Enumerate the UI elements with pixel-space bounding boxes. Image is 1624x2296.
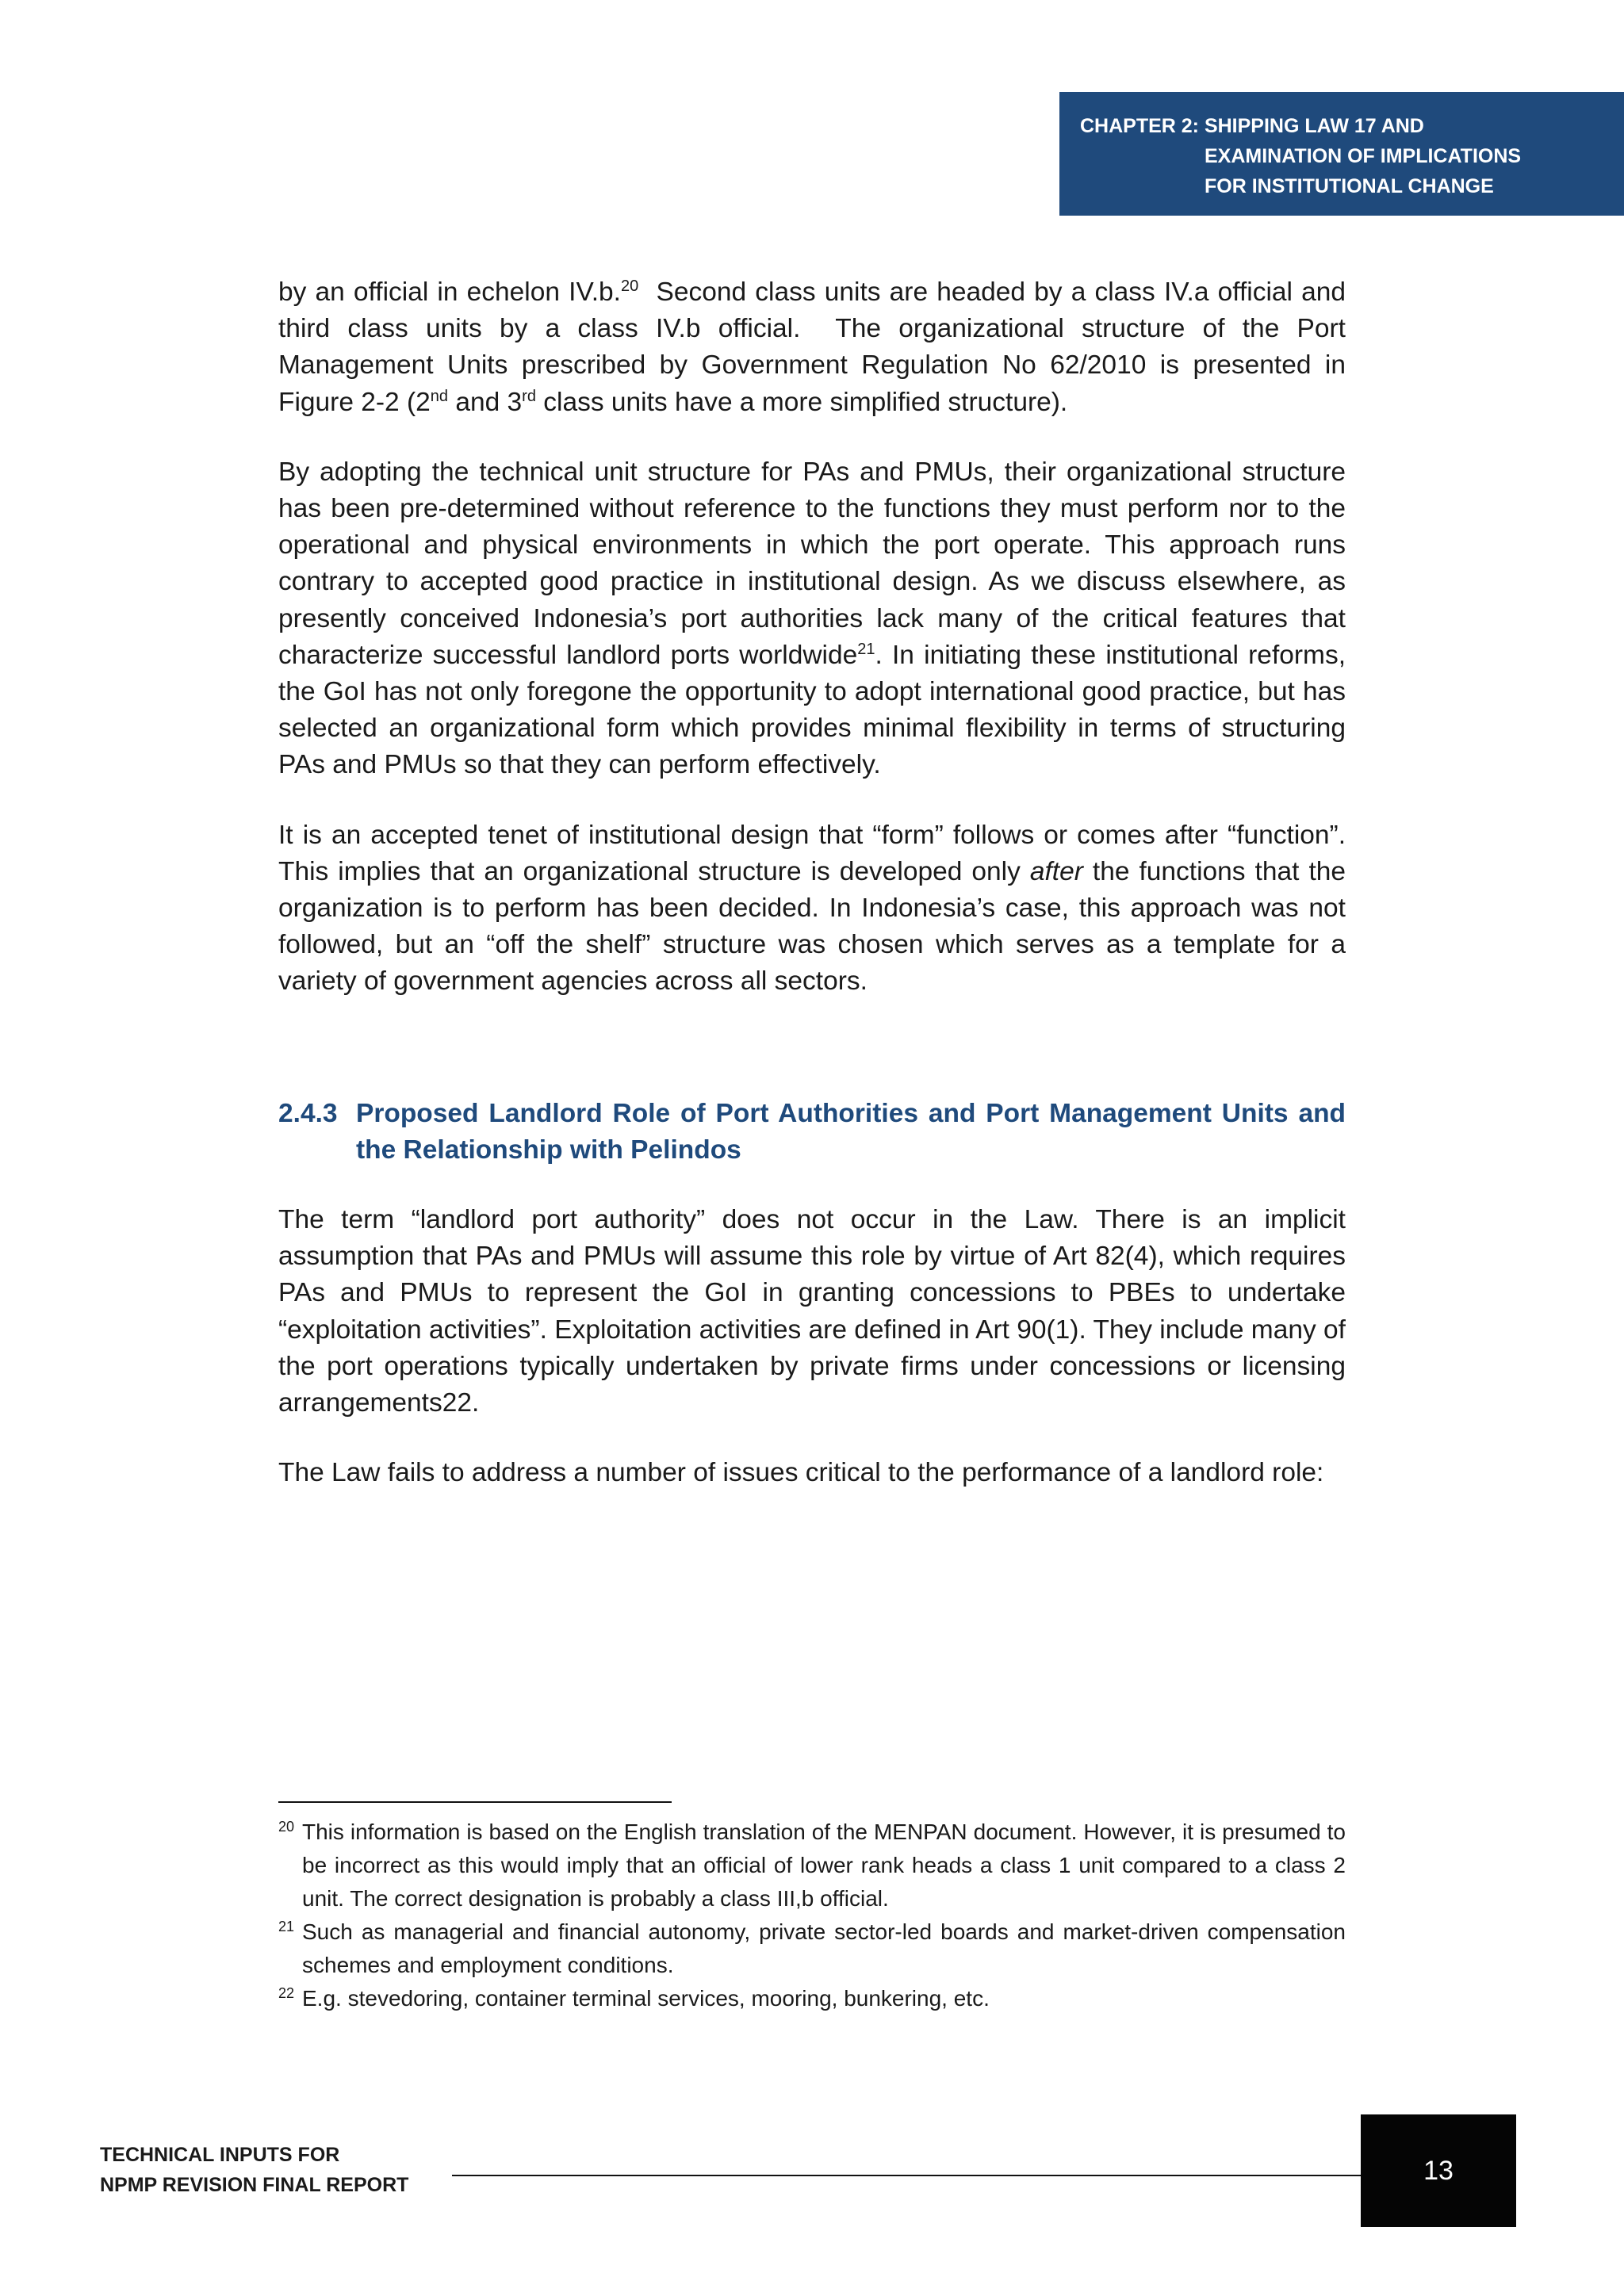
paragraph-4: The term “landlord port authority” does not occur in the Law. There is an implicit assumption that PAs and PMUs will assume this role by virtue of Art 82(4), which requires PAs and PMUs to represent the GoI in granting concessions to PBEs to undertake “exploitation activities”. Exploitation activities are defined in Art 90(1). They include many of the port operations typically undertaken by private firms under concessions or licensing arrangements22. (278, 1205, 1346, 1418)
footnote-mark: 21 (278, 1919, 295, 1934)
section-heading (278, 1096, 1346, 1169)
paragraph-3 (278, 817, 1346, 1001)
page-number-box (1361, 2114, 1516, 2227)
paragraph-1 (278, 274, 1354, 421)
chapter-title-line-3: FOR INSTITUTIONAL CHANGE (1205, 175, 1494, 197)
paragraph-3-emphasis: after (1029, 856, 1083, 886)
paragraph-2-text-b: . In initiating these institutional reforms, the GoI has not only foregone the opportunity to adopt international good practice, but has selected an organizational form which provides minimal flexibility in terms of structuring PAs and PMUs so that they can perform effectively. (278, 640, 1346, 780)
paragraph-3-text-a: It is an accepted tenet of institutional design that “form” follows or comes after “function”. This implies that an organizational structure is developed only (278, 820, 1346, 886)
paragraph-3-text-b: the functions that the organization is to perform has been decided. In Indonesia’s case, this approach was not followed, but an “off the shelf” structure was chosen which serves as a template for a variety of government agencies across all sectors. (278, 856, 1346, 997)
page-number: 13 (1423, 2155, 1454, 2186)
section-number: 2.4.3 (278, 1098, 338, 1128)
footnote-20 (278, 1816, 1346, 1915)
section-title: Proposed Landlord Role of Port Authorities and Port Management Units and the Relationship with Pelindos (356, 1098, 1346, 1165)
footer-line-1: TECHNICAL INPUTS FOR (100, 2144, 340, 2166)
footnote-ref-21[interactable]: 21 (857, 640, 875, 658)
chapter-title-line-2: EXAMINATION OF IMPLICATIONS (1205, 145, 1522, 167)
paragraph-1-text-c: and 3 (448, 387, 523, 417)
footnote-21 (278, 1915, 1346, 1982)
footnote-text: Such as managerial and financial autonomy, private sector-led boards and market-driven compensation schemes and employment conditions. (302, 1919, 1346, 1977)
ordinal-suffix-rd: rd (522, 387, 536, 405)
paragraph-1-text-d: class units have a more simplified structure). (535, 387, 1068, 417)
footnote-mark: 20 (278, 1819, 295, 1835)
footnote-divider (278, 1801, 672, 1803)
chapter-header (1059, 92, 1624, 216)
chapter-title-line-1: CHAPTER 2: SHIPPING LAW 17 AND (1080, 115, 1424, 137)
footnote-text: E.g. stevedoring, container terminal services, mooring, bunkering, etc. (302, 1986, 990, 2011)
footnote-22 (278, 1982, 1346, 2015)
report-title-footer (100, 2140, 408, 2200)
ordinal-suffix-nd: nd (430, 387, 449, 405)
footnote-ref-20[interactable]: 20 (620, 277, 639, 295)
paragraph-2 (278, 454, 1346, 784)
footnote-mark: 22 (278, 1985, 295, 2001)
paragraph-5: The Law fails to address a number of issues critical to the performance of a landlord role: (278, 1458, 1324, 1488)
paragraph-2-text-a: By adopting the technical unit structure for PAs and PMUs, their organizational structure has been pre-determined without reference to the functions they must perform nor to the operational and physical environments in which the port operate. This approach runs contrary to accepted good practice in institutional design. As we discuss elsewhere, as presently conceived Indonesia’s port authorities lack many of the critical features that characterize successful landlord ports worldwide (278, 457, 1346, 670)
paragraph-1-text-b: Second class units are headed by a class IV.a official and third class units by a class IV.b official. The organizational structure of the Port Management Units prescribed by Government Regulation No 62/2010 is presented in Figure 2-2 (2 (278, 277, 1354, 417)
main-content (278, 274, 1354, 1525)
footnotes (278, 1816, 1346, 2015)
paragraph-1-text-a: by an official in echelon IV.b. (278, 277, 621, 307)
footnote-text: This information is based on the English translation of the MENPAN document. However, it is presumed to be incorrect as this would imply that an official of lower rank heads a class 1 unit compared to a class 2 unit. The correct designation is probably a class III,b official. (302, 1820, 1346, 1911)
footer-line-2: NPMP REVISION FINAL REPORT (100, 2174, 409, 2196)
footer-divider (452, 2175, 1362, 2176)
